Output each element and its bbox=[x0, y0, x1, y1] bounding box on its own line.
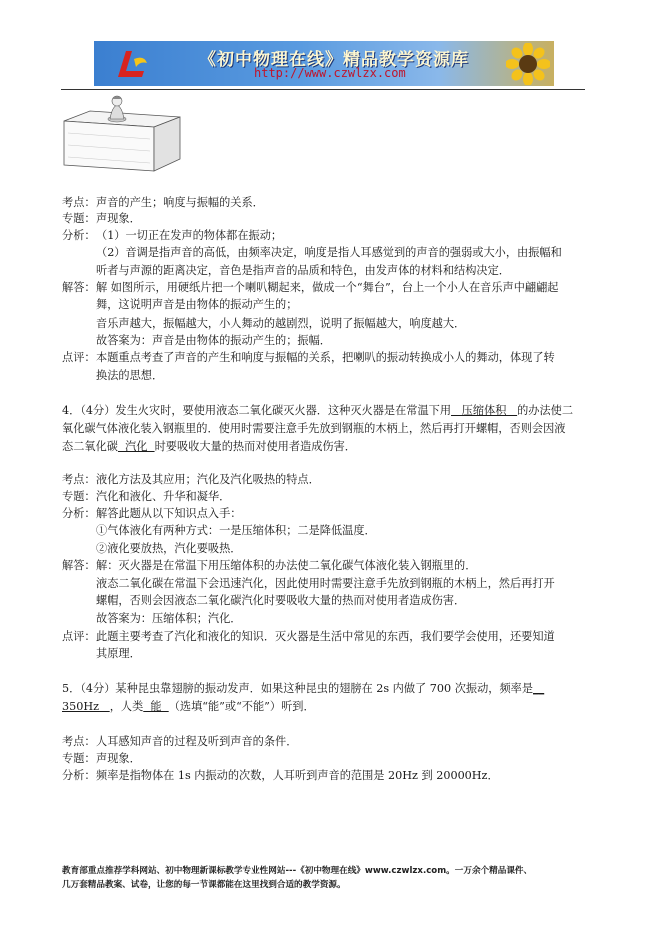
q3-jieda-4: 故答案为：声音是由物体的振动产生的；振幅． bbox=[96, 334, 331, 347]
q3-dianping-label: 点评： bbox=[62, 351, 96, 364]
page-footer bbox=[62, 864, 602, 892]
q4-zhuanti bbox=[62, 489, 230, 504]
q4-kaodian-label: 考点： bbox=[62, 473, 96, 486]
q4-kaodian-text: 液化方法及其应用；汽化及汽化吸热的特点． bbox=[96, 473, 320, 486]
q4-fenxi-2: ①气体液化有两种方式：一是压缩体积；二是降低温度． bbox=[96, 524, 376, 537]
q3-fenxi-label: 分析： bbox=[62, 229, 96, 242]
q4-jieda-label: 解答： bbox=[62, 559, 96, 572]
q5-zhuanti-text: 声现象． bbox=[96, 752, 141, 765]
q3-fenxi-1: （1）一切正在发声的物体都在振动； bbox=[96, 229, 283, 242]
q3-kaodian-text: 声音的产生；响度与振幅的关系． bbox=[96, 196, 264, 209]
q4-jieda-2: 液态二氧化碳在常温下会迅速汽化，因此使用时需要注意手先放到钢瓶的木柄上，然后再打开 bbox=[96, 577, 555, 590]
q4-kaodian bbox=[62, 472, 320, 487]
q3-fenxi bbox=[62, 228, 282, 243]
q4-jieda-3: 螺帽，否则会因液态二氧化碳汽化时要吸收大量的热而对使用者造成伤害． bbox=[96, 594, 466, 607]
q3-dianping-2: 换法的思想． bbox=[96, 369, 164, 382]
q4-answer-blank-2: 汽化 bbox=[117, 440, 155, 453]
footer-line-1: 教育部重点推荐学科网站、初中物理新课标教学专业性网站---《初中物理在线》www.czwlzx.com。一万余个精品课件、 bbox=[62, 866, 533, 876]
q3-kaodian bbox=[62, 195, 264, 210]
q3-fenxi-2b: 听者与声源的距离决定，音色是指声音的品质和特色，由发声体的材料和结构决定． bbox=[96, 264, 510, 277]
site-logo-icon bbox=[114, 47, 150, 81]
banner-url[interactable]: http://www.czwlzx.com bbox=[254, 66, 406, 80]
q5-stem-2-post: （选填“能”或“不能”）听到． bbox=[168, 700, 315, 713]
q4-stem-1-post: 的办法使二 bbox=[517, 404, 574, 417]
speaker-stage-figure bbox=[62, 93, 182, 173]
q4-fenxi-1: 解答此题从以下知识点入手： bbox=[96, 507, 242, 520]
q4-stem-3-post: 时要吸收大量的热而对使用者造成伤害． bbox=[154, 440, 356, 453]
header-banner bbox=[94, 41, 554, 86]
q5-stem-2 bbox=[62, 699, 315, 714]
q3-kaodian-label: 考点： bbox=[62, 196, 96, 209]
header-divider bbox=[61, 89, 585, 90]
q4-jieda-1: 解：灭火器是在常温下用压缩体积的办法使二氧化碳气体液化装入钢瓶里的． bbox=[96, 559, 477, 572]
q4-stem-3-pre: 态二氧化碳 bbox=[62, 440, 118, 453]
q3-jieda-1: 解 如图所示，用硬纸片把一个喇叭糊起来，做成一个“舞台”，台上一个小人在音乐声中翩翩起 bbox=[96, 281, 559, 294]
q5-answer-blank-1: 350Hz bbox=[62, 700, 100, 713]
q4-stem-1-pre: 4．（4分）发生火灾时，要使用液态二氧化碳灭火器．这种灭火器是在常温下用 bbox=[62, 404, 452, 417]
q3-jieda-3: 音乐声越大，振幅越大，小人舞动的越剧烈，说明了振幅越大，响度越大． bbox=[96, 317, 466, 330]
q3-zhuanti bbox=[62, 211, 141, 226]
footer-line-2: 几万套精品教案、试卷，让您的每一节课都能在这里找到合适的教学资源。 bbox=[62, 880, 346, 890]
q5-kaodian bbox=[62, 734, 297, 749]
q5-stem-2-mid: ，人类 bbox=[109, 700, 144, 713]
q5-stem-1 bbox=[62, 681, 544, 696]
q3-dianping-1: 本题重点考查了声音的产生和响度与振幅的关系，把喇叭的振动转换成小人的舞动，体现了转 bbox=[96, 351, 555, 364]
q3-jieda bbox=[62, 280, 559, 295]
q3-jieda-label: 解答： bbox=[62, 281, 96, 294]
q4-dianping-1: 此题主要考查了汽化和液化的知识．灭火器是生活中常见的东西，我们要学会使用，还要知道 bbox=[96, 630, 555, 643]
q4-fenxi-label: 分析： bbox=[62, 507, 96, 520]
q5-stem-1-pre: 5．（4分）某种昆虫靠翅膀的振动发声．如果这种昆虫的翅膀在 2s 内做了 700 次振动，频率是 bbox=[62, 682, 534, 695]
q3-jieda-2: 舞，这说明声音是由物体的振动产生的； bbox=[96, 298, 298, 311]
q4-stem-3 bbox=[62, 439, 356, 454]
q5-kaodian-text: 人耳感知声音的过程及听到声音的条件． bbox=[96, 735, 298, 748]
q4-stem-2: 氧化碳气体液化装入钢瓶里的．使用时需要注意手先放到钢瓶的木柄上，然后再打开螺帽，否则会因液 bbox=[62, 422, 566, 435]
q4-jieda bbox=[62, 558, 476, 573]
q3-fenxi-2a: （2）音调是指声音的高低，由频率决定，响度是指人耳感觉到的声音的强弱或大小，由振幅和 bbox=[96, 246, 562, 259]
banner-title: 《初中物理在线》精品教学资源库 bbox=[199, 50, 469, 70]
q5-kaodian-label: 考点： bbox=[62, 735, 96, 748]
q3-dianping bbox=[62, 350, 555, 365]
q4-dianping-2: 其原理． bbox=[96, 647, 141, 660]
q5-answer-blank-2: 能 bbox=[143, 700, 169, 713]
q3-zhuanti-label: 专题： bbox=[62, 212, 96, 225]
q4-stem-1 bbox=[62, 403, 573, 418]
sunflower-icon bbox=[506, 43, 550, 85]
q5-stem-1-blank: __ bbox=[533, 682, 545, 695]
q4-fenxi bbox=[62, 506, 241, 521]
q4-zhuanti-label: 专题： bbox=[62, 490, 96, 503]
q5-fenxi-label: 分析： bbox=[62, 769, 96, 782]
q5-fenxi bbox=[62, 768, 499, 783]
q4-answer-blank-1: 压缩体积 bbox=[451, 404, 518, 417]
q4-fenxi-3: ②液化要放热，汽化要吸热． bbox=[96, 542, 242, 555]
q5-zhuanti-label: 专题： bbox=[62, 752, 96, 765]
q3-zhuanti-text: 声现象． bbox=[96, 212, 141, 225]
q4-dianping-label: 点评： bbox=[62, 630, 96, 643]
q5-fenxi-text: 频率是指物体在 1s 内振动的次数，人耳听到声音的范围是 20Hz 到 20000Hz． bbox=[96, 769, 499, 782]
q4-zhuanti-text: 汽化和液化、升华和凝华． bbox=[96, 490, 231, 503]
q4-jieda-4: 故答案为：压缩体积；汽化． bbox=[96, 612, 242, 625]
q4-dianping bbox=[62, 629, 555, 644]
q5-zhuanti bbox=[62, 751, 141, 766]
q5-answer-blank-1-pad bbox=[99, 700, 110, 713]
